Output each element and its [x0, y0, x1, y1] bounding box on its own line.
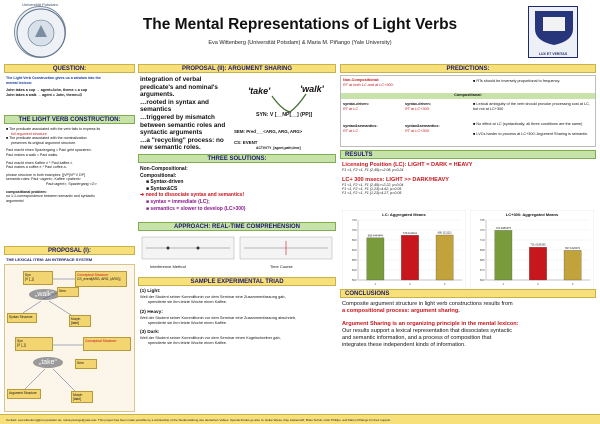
pred-sd: syntax-driven:: [343, 102, 369, 106]
bar-data-label: 680.1111111: [437, 231, 452, 235]
result-2-stats-3: F1 <1, F2 <1, F1 (1,23)=4.27, p=0.05: [342, 191, 402, 195]
diagram-arrows: [5, 265, 136, 413]
question-heading: QUESTION:: [4, 64, 135, 73]
pred-sd-rt: RT at LC: [343, 107, 359, 111]
x-tick-label: 1: [374, 282, 377, 286]
pred-sd2-rt: RT at LC+300:: [405, 107, 430, 111]
approach-timeline: [140, 233, 336, 263]
y-tick-label: 580: [351, 258, 357, 262]
sem-box-1: Sem: [57, 287, 79, 297]
proposal1-sub: THE LEXICAL ITEM: AN INTERFACE SYSTEM: [6, 257, 93, 262]
concept-box-2: Conceptual Structure:: [83, 337, 131, 351]
pred-1: ■ RTs should be inversely proportional to frequency.: [473, 79, 561, 83]
conclusion-2d: integrates these independent kinds of information.: [342, 342, 466, 348]
x-tick-label: 2: [409, 282, 411, 286]
proposal2-heading: PROPOSAL (II): ARGUMENT SHARING: [138, 64, 336, 73]
question-example-2: John takes a walk → agent = John, theme=∅: [6, 92, 83, 97]
poster-title: The Mental Representations of Light Verbs: [142, 16, 458, 33]
gloss-2: Paul makes a walk ≈ Paul walks.: [6, 152, 59, 157]
yale-motto: LUX ET VERITAS: [538, 52, 568, 56]
lvc-heading: THE LIGHT VERB CONSTRUCTION:: [4, 115, 135, 124]
lvc-bullet-1: ■ The predicate associated with the verb fails to express its: [6, 127, 101, 131]
results-heading: RESULTS: [340, 150, 596, 159]
conclusions-body: [342, 301, 596, 349]
concept-box-1: Conceptual Structure: CS_event[ARG, ARG, (ARG)]: [75, 271, 127, 287]
y-tick-label: 698: [479, 248, 485, 252]
syn-box-2: Syn [V [_]]: [15, 337, 53, 351]
predictions-heading: PREDICTIONS:: [340, 64, 596, 73]
poster-authors: Eva Wittenberg (Universität Potsdam) & Maria M. Piñango (Yale University): [208, 40, 392, 46]
conclusions-heading: CONCLUSIONS: [340, 289, 596, 298]
bar-data-label: 722.2686375: [495, 226, 511, 230]
activity-formula: ACTIVITY_[agent,path,time]: [256, 146, 301, 150]
pred-ss-rt: RT at LC: [343, 129, 359, 133]
potsdam-logo: [14, 6, 66, 58]
cs-formula: CS: EVENT: [234, 140, 258, 145]
y-tick-label: 685: [479, 258, 485, 262]
seal-icon: [15, 7, 67, 59]
triad-heading: SAMPLE EXPERIMENTAL TRIAD: [138, 277, 336, 286]
comp-problem: compositional problem:: [6, 189, 47, 194]
proposal1-heading: PROPOSAL (I):: [4, 246, 135, 255]
chart-title: LC+300: Aggregated Means: [505, 212, 559, 217]
potsdam-logo-label: Universität Potsdam: [22, 2, 58, 7]
comp-problem-line-1: no 1:1-correspondence between semantic and syntactic: [6, 194, 95, 199]
bar: [367, 238, 384, 280]
bar: [529, 247, 546, 280]
bar: [401, 235, 418, 280]
structure-3: Paul<agent>, Spaziergang <∅>: [46, 181, 97, 186]
lexical-diagram: [4, 264, 135, 412]
syn-box-1: Syn [V [_]]: [23, 271, 53, 285]
gloss-4: Paul makes a coffee ≠ * Paul coffee-s.: [6, 165, 67, 170]
pred-ss2-rt: RT at LC+300:: [405, 129, 430, 133]
pred-noncomp: Non-Compositional:: [343, 78, 380, 82]
morph-box-2: Morph [take]: [71, 391, 93, 403]
three-solutions-heading: THREE SOLUTIONS:: [138, 154, 336, 163]
conclusion-1b: a compositional process: argument sharing.: [342, 308, 460, 314]
pred-3a: ■ No effect at LC (syntactically, all three conditions are the same): [473, 122, 583, 126]
chart-lc-means: [342, 210, 466, 290]
x-tick-label: 2: [537, 282, 539, 286]
pred-comp: Compositional:: [341, 93, 595, 99]
time-course-label: Time Course: [270, 264, 293, 269]
take-label: „take“: [33, 357, 63, 368]
conclusion-2c: and semantic information, and a process of composition that: [342, 335, 492, 341]
interference-method-label: Interference Method: [150, 264, 186, 269]
y-tick-label: 660: [351, 238, 357, 242]
y-tick-label: 500: [351, 278, 357, 282]
y-tick-label: 540: [351, 268, 357, 272]
pred-ss2: syntax&semantics:: [405, 124, 440, 128]
lvc-body: [6, 127, 136, 203]
question-line-1: The Light Verb Construction gives us a window into the: [6, 76, 101, 80]
pred-2: ■ Lexical ambiguity of the verb should provoke processing cost at LC, but not at LC+300: [473, 102, 590, 111]
conclusion-2b: Our results support a lexical representation that dissociates syntactic: [342, 328, 513, 334]
sem-formula: SEM: Pred___<ARG, ARG, ARG>: [234, 129, 303, 134]
y-tick-label: 740: [351, 218, 357, 222]
x-tick-label: 1: [502, 282, 505, 286]
lvc-bullet-1b: full argument structure: [11, 131, 47, 136]
walk-quote: 'walk': [300, 84, 324, 94]
y-tick-label: 700: [351, 228, 357, 232]
result-2-stats-1: F1 <1, F2 <1, F1 (2,45)=<2.22, p=0.04: [342, 183, 404, 187]
approach-diagram: [140, 233, 336, 273]
walk-label: „walk“: [29, 289, 60, 300]
pred-3b: ■ LVCs harder to process at LC+300: Argument Sharing is semantic.: [473, 132, 589, 136]
question-example-1: John takes a cup → agent=John, theme = a cup: [6, 88, 88, 93]
chart-lc300-means: [470, 210, 594, 290]
question-line-2: mental lexicon:: [6, 80, 33, 85]
question-body: [6, 76, 136, 97]
proposal2-text: integration of verbal predicate's and nominal's arguments. …rooted in syntax and semantics …triggered by mismatch between semantic roles and syntactic arguments …a "recycling" process: no new semantic roles.: [140, 76, 226, 152]
bar: [436, 235, 453, 280]
shield-icon: [529, 7, 579, 47]
y-tick-label: 620: [351, 248, 357, 252]
pred-noncomp-rt: RT at both LC and at LC+300:: [343, 83, 394, 87]
pred-sd2: syntax-driven:: [405, 102, 431, 106]
predictions-table: [340, 75, 596, 147]
result-2: LC+ 300 msecs: LIGHT >> DARK/HEAVY: [342, 177, 449, 183]
gloss-3: Paul macht einen Kaffee ≠ * Paul kaffee-t.: [6, 160, 73, 165]
structure-2: semantic roles: Paul <agent>, Kaffee <patient>: [6, 177, 81, 182]
bar-data-label: 669.4444444: [367, 234, 383, 238]
structure-1: phrase structure in both examples: [[VP]VP V DP]: [6, 172, 86, 177]
syn-formula: SYN: V [__NP[__] (PP)]: [256, 112, 313, 118]
y-tick-label: 673: [479, 268, 485, 272]
three-solutions-body: Non-Compositional: Compositional: ■ Syntax-driven ■ Syntax&CS ➔ need to dissociate syntax and semantics! ■ syntax = immediate (LC); ■ semantics = slower to develop (LC>300): [140, 166, 246, 212]
yale-logo: [528, 6, 578, 58]
results-body: [342, 162, 594, 195]
lvc-bullet-2b: preserves its original argument structure.: [11, 140, 77, 145]
syntax-structure-box: Syntax Structure: [7, 313, 37, 323]
approach-heading: APPROACH: REAL-TIME COMPREHENSION: [138, 222, 336, 231]
x-tick-label: 3: [571, 282, 574, 286]
result-1: Licensing Position (LC): LIGHT = DARK = HEAVY: [342, 162, 473, 168]
y-tick-label: 660: [479, 278, 485, 282]
bar: [564, 250, 581, 280]
bar-data-label: 679.1111111: [403, 231, 417, 235]
chart-title: LC: Aggregated Means: [382, 212, 426, 217]
pred-ss: syntax&semantics:: [343, 124, 378, 128]
conclusion-2a: Argument Sharing is an organizing principle in the mental lexicon:: [342, 321, 519, 327]
arg-structure-box: Argument Structure: [7, 389, 41, 399]
x-tick-label: 3: [443, 282, 446, 286]
comp-problem-line-2: arguments!: [6, 198, 24, 203]
gloss-1: Paul macht einen Spaziergang ≈ Paul geht spazieren.: [6, 148, 92, 153]
y-tick-label: 723: [479, 228, 485, 232]
sem-box-2: Sem: [75, 359, 97, 369]
take-quote: 'take': [248, 86, 271, 96]
y-tick-label: 735: [479, 218, 485, 222]
result-1-stats: F1 <1, F2 <1, F1 (2,45)=<2.08, p=0.24: [342, 168, 404, 172]
bar: [495, 230, 512, 280]
lvc-bullet-2: ■ The predicate associated with the nominalization: [6, 136, 87, 141]
morph-box-1: Morph [take]: [69, 315, 91, 327]
bar-data-label: 697.1020071: [565, 246, 581, 250]
result-2-stats-2: F1 <1, F2 <1, F1 (1,23)=4.62, p=0.05: [342, 187, 402, 191]
bar-data-label: 701.0185185: [530, 243, 546, 247]
conclusion-1a: Composite argument structure in light verb constructions results from: [342, 301, 513, 307]
y-tick-label: 710: [479, 238, 485, 242]
triad-body: (1) Light: Weil der Student seiner Kommilitonin vor dem Seminar eine Zusammenfassung gab, spendierte sie ihm letzte Woche einen Kaffee. (2) Heavy: Weil der Student seiner Kommilitonin vor dem Seminar eine Zusammenfassung abschrieb, spendierte sie ihm letzte Woche einen Kaffee. (3) Dark: Weil der Student seiner Kommilitonin vor dem Seminar einen Kugelschreiber gab, spendierte sie ihm letzte Woche einen Kaffee.: [140, 289, 297, 346]
footer-contact: Contact: eva.wittenberg@uni-potsdam.de, maria.pinango@yale.edu. This project has been made possible by a scholarship of the Studienstiftung des deutschen Volkes. Special thanks go also to: Heike Wiese, Ray Jackendoff, Brian Scholl, Colin Phillips, and Marco Piñango for their support.: [0, 414, 600, 424]
argument-sharing-diagram: [234, 76, 336, 151]
